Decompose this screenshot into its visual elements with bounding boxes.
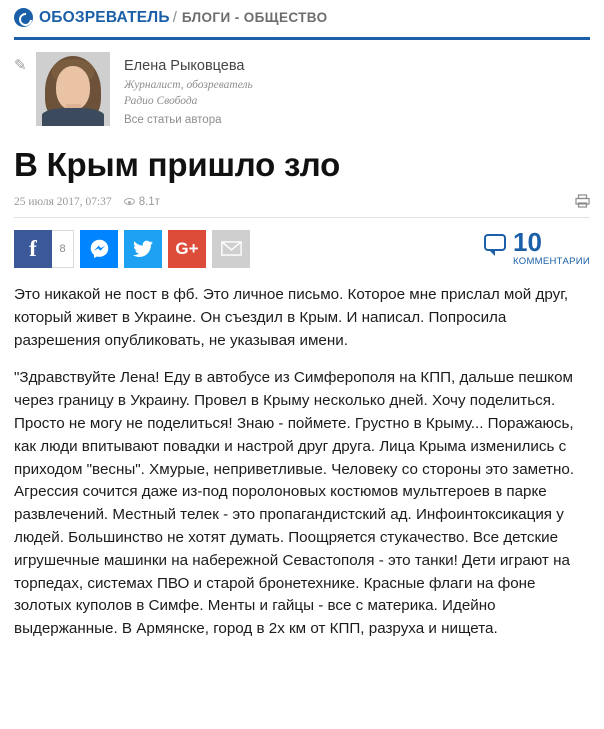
- page-title: В Крым пришло зло: [14, 146, 341, 184]
- breadcrumb-section[interactable]: БЛОГИ - ОБЩЕСТВО: [181, 10, 328, 25]
- article-paragraph: "Здравствуйте Лена! Еду в автобусе из Симферополя на КПП, дальше пешком через границу в Украину. Провел в Крыму несколько дней. Хочу поделиться. Просто не могу не поделиться! Знаю - поймете. Грустно в Крыму... Поражаюсь, как люди впитывают повадки и настрой друг друга. Лица Крыма изменились с приходом "весны". Хмурые, неприветливые. Человеку со стороны это заметно. Агрессия сочится даже из-под поролоновых костюмов мультгероев в парке развлечений. Местный телек - это пропагандистский ад. Инфоинтоксикация у людей. Большинство не хотят думать. Поощряется стукачество. Все детские игрушечные машинки на набережной Севастополя - это танки! Дети играют на торпедах, системах ПВО и старой бронетехнике. Красные флаги на фоне золотых куполов в Симфе. Менты и гайцы - все с материка. Идейно выдержанные. В Армянске, город в 2х км от КПП, разруха и нищета.: [14, 369, 575, 638]
- comments-count: 10: [513, 227, 542, 258]
- article-body: [14, 278, 590, 641]
- author-name[interactable]: Елена Рыковцева: [124, 58, 245, 74]
- breadcrumb-separator: /: [172, 9, 177, 26]
- author-all-articles-link[interactable]: Все статьи автора: [124, 114, 222, 127]
- avatar: [36, 52, 110, 126]
- site-header: [14, 0, 590, 40]
- comment-bubble-icon: [484, 234, 506, 251]
- share-facebook-button[interactable]: f: [14, 230, 52, 268]
- printer-icon[interactable]: [575, 194, 590, 208]
- article-meta: [14, 196, 590, 218]
- share-facebook-count: 8: [52, 230, 74, 268]
- view-count: [124, 196, 160, 208]
- author-meta: [110, 52, 253, 126]
- eye-icon: [124, 198, 135, 205]
- globe-icon: [14, 8, 33, 27]
- pencil-icon: ✎: [14, 57, 27, 74]
- view-count-value: 8.1т: [138, 195, 160, 208]
- article-paragraph: Это никакой не пост в фб. Это личное письмо. Которое мне прислал мой друг, который живет в Украине. Он съездил в Крым. И написал. Попросила разрешения опубликовать, не указывая имени.: [14, 285, 569, 349]
- author-block: [14, 40, 590, 132]
- author-role-line1: Журналист, обозреватель: [124, 79, 253, 91]
- twitter-icon[interactable]: [124, 230, 162, 268]
- share-google-plus-button[interactable]: G+: [168, 230, 206, 268]
- site-logo-text[interactable]: ОБОЗРЕВАТЕЛЬ: [39, 8, 170, 26]
- envelope-icon[interactable]: [212, 230, 250, 268]
- messenger-icon[interactable]: [80, 230, 118, 268]
- publish-date: 25 июля 2017, 07:37: [14, 195, 112, 208]
- comments-link[interactable]: [484, 227, 590, 267]
- comments-label: КОММЕНТАРИИ: [513, 255, 590, 267]
- author-role-line2: Радио Свобода: [124, 94, 198, 107]
- share-row: [14, 218, 590, 278]
